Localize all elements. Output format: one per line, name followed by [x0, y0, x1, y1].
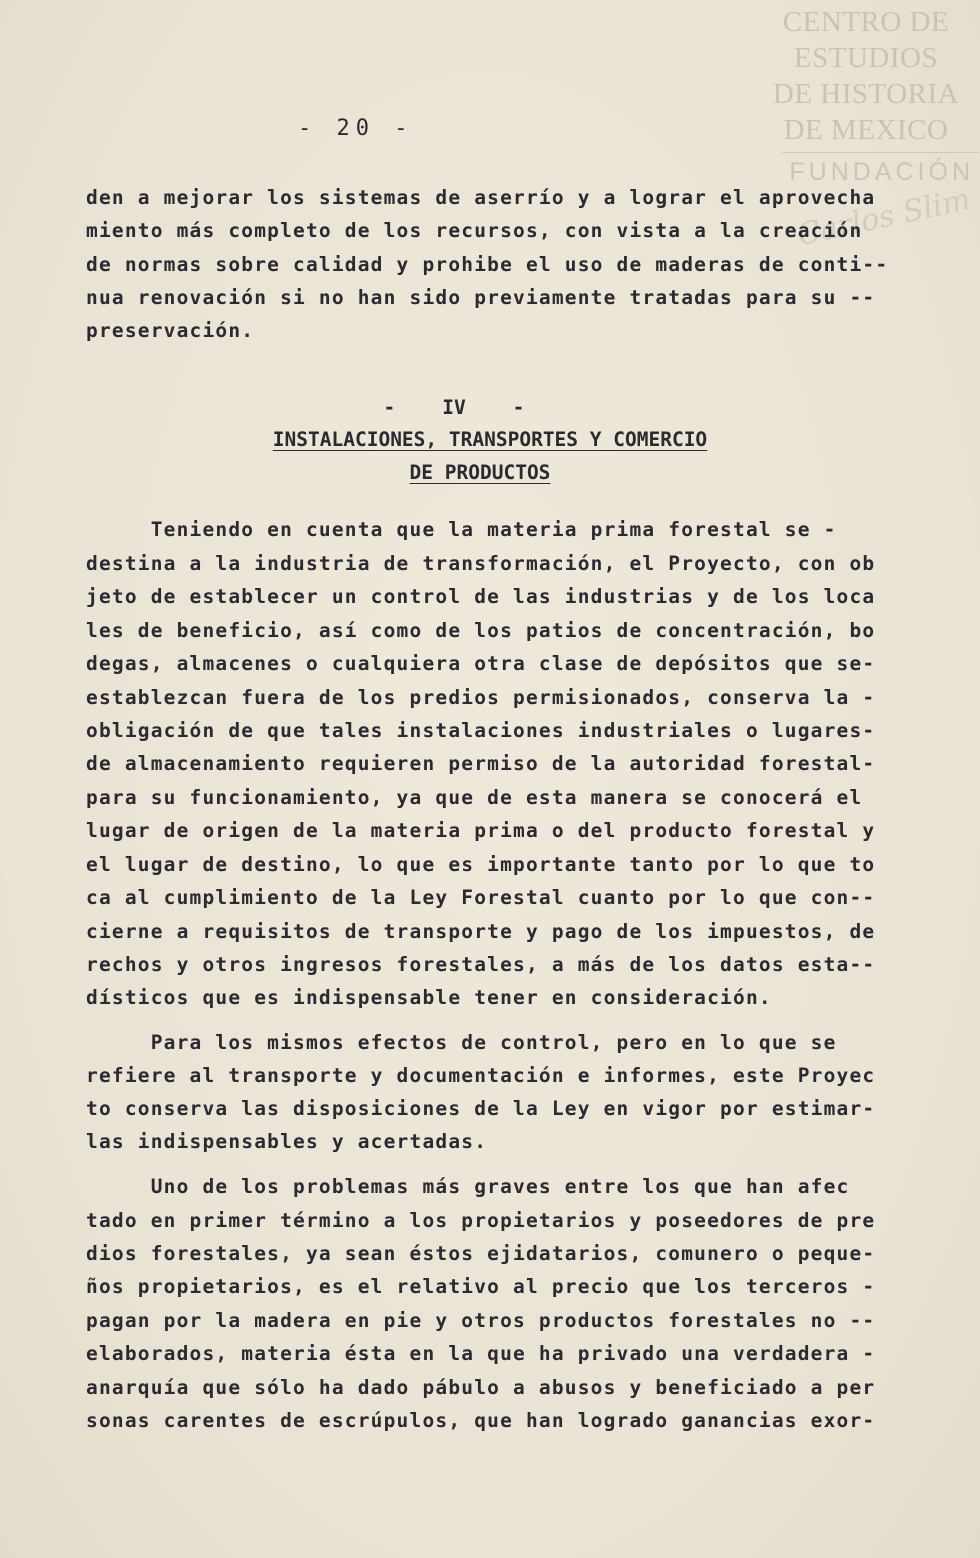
section-title-continued: DE PRODUCTOS [409, 461, 551, 484]
text-line: degas, almacenes o cualquiera otra clase de depósitos que se- [86, 652, 876, 675]
text-line: les de beneficio, así como de los patios de concentración, bo [86, 619, 876, 642]
section-numeral: - IV - [383, 396, 525, 419]
text-line: sonas carentes de escrúpulos, que han logrado ganancias exor- [86, 1409, 876, 1432]
text-line: de normas sobre calidad y prohibe el uso de maderas de conti-- [86, 253, 889, 276]
text-line: rechos y otros ingresos forestales, a más de los datos esta-- [86, 953, 876, 976]
text-line: dísticos que es indispensable tener en consideración. [86, 986, 772, 1009]
watermark-signature: Carlos Slim [794, 182, 974, 253]
text-line: refiere al transporte y documentación e informes, este Proyec [86, 1064, 876, 1087]
watermark-line: ESTUDIOS [793, 42, 939, 74]
text-line: destina a la industria de transformación, el Proyecto, con ob [86, 552, 876, 575]
text-line: miento más completo de los recursos, con vista a la creación [86, 219, 863, 242]
text-line: den a mejorar los sistemas de aserrío y a lograr el aprovecha [86, 186, 876, 209]
section-title: INSTALACIONES, TRANSPORTES Y COMERCIO [272, 428, 708, 451]
text-line: nua renovación si no han sido previamente tratadas para su -- [86, 286, 876, 309]
text-line: obligación de que tales instalaciones industriales o lugares- [86, 719, 876, 742]
text-line: establezcan fuera de los predios permisionados, conserva la - [86, 686, 876, 709]
text-line: Teniendo en cuenta que la materia prima forestal se - [86, 518, 837, 541]
text-line: ños propietarios, es el relativo al precio que los terceros - [86, 1275, 876, 1298]
watermark-foundation: FUNDACIÓN [789, 158, 974, 186]
watermark-line: DE MEXICO [783, 114, 949, 146]
text-line: Para los mismos efectos de control, pero en lo que se [86, 1031, 837, 1054]
text-line: las indispensables y acertadas. [86, 1130, 488, 1153]
text-line: de almacenamiento requieren permiso de la autoridad forestal- [86, 752, 876, 775]
watermark-divider [782, 152, 978, 153]
text-line: preservación. [86, 319, 255, 342]
text-line: elaborados, materia ésta en la que ha privado una verdadera - [86, 1342, 876, 1365]
text-line: lugar de origen de la materia prima o del producto forestal y [86, 819, 876, 842]
text-line: cierne a requisitos de transporte y pago de los impuestos, de [86, 920, 876, 943]
text-line: ca al cumplimiento de la Ley Forestal cuanto por lo que con-- [86, 886, 876, 909]
page-number: - 20 - [298, 116, 414, 141]
text-line: jeto de establecer un control de las industrias y de los loca [86, 585, 876, 608]
text-line: pagan por la madera en pie y otros productos forestales no -- [86, 1309, 876, 1332]
text-line: Uno de los problemas más graves entre los que han afec [86, 1175, 850, 1198]
archive-watermark [766, 4, 966, 148]
text-line: tado en primer término a los propietarios y poseedores de pre [86, 1209, 876, 1232]
watermark-line: DE HISTORIA [772, 78, 960, 110]
text-line: to conserva las disposiciones de la Ley en vigor por estimar- [86, 1097, 876, 1120]
text-line: dios forestales, ya sean éstos ejidatarios, comunero o peque- [86, 1242, 876, 1265]
watermark-line: CENTRO DE [782, 6, 950, 38]
text-line: anarquía que sólo ha dado pábulo a abusos y beneficiado a per [86, 1376, 876, 1399]
text-line: para su funcionamiento, ya que de esta manera se conocerá el [86, 786, 863, 809]
text-line: el lugar de destino, lo que es importante tanto por lo que to [86, 853, 876, 876]
